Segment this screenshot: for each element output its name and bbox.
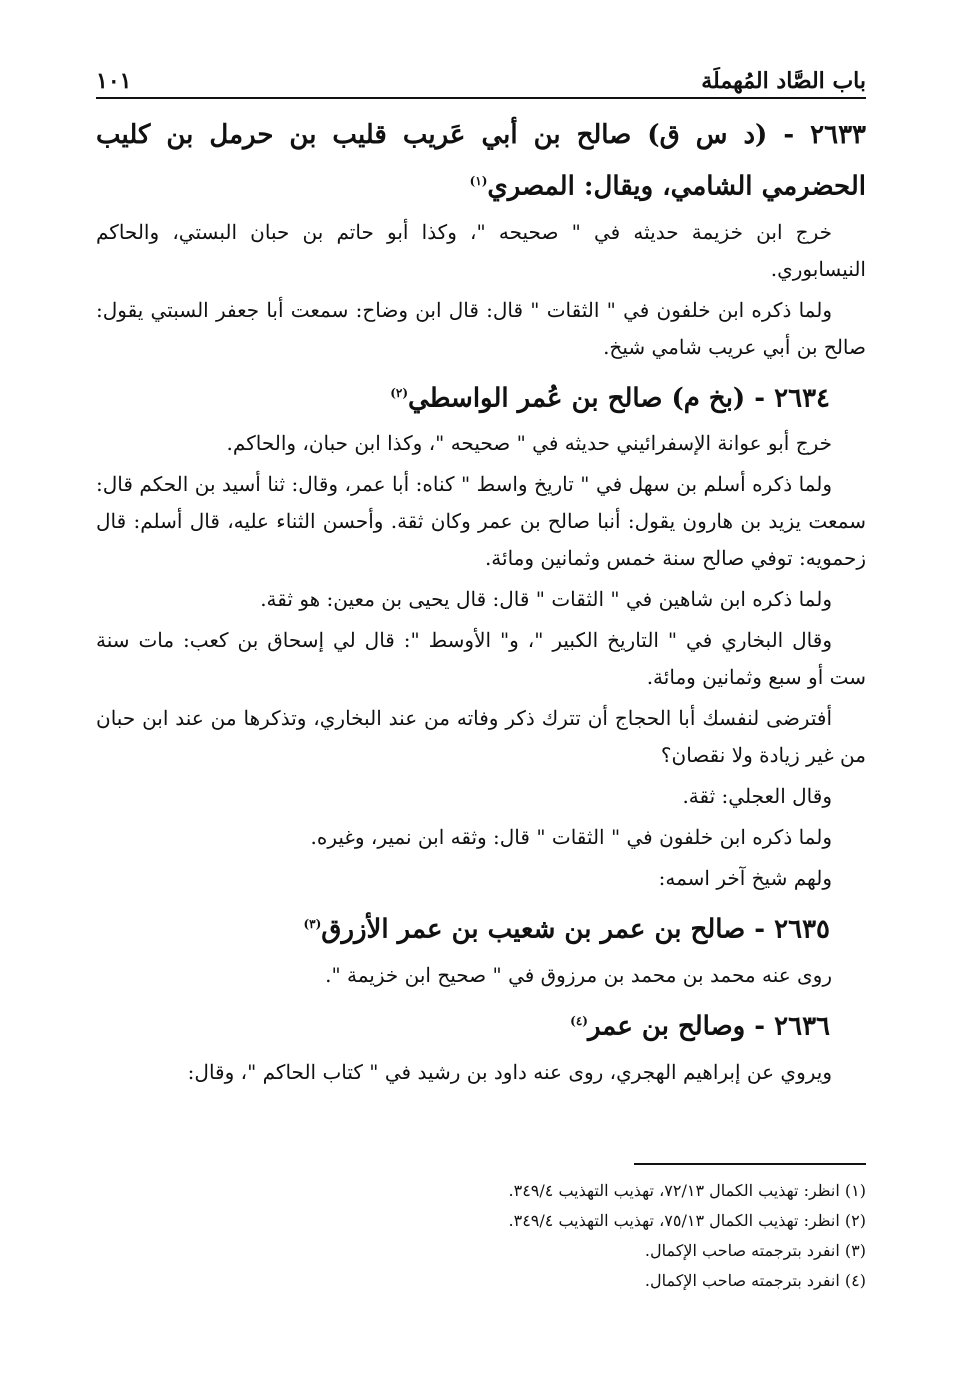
footnote: (١) انظر: تهذيب الكمال ٧٢/١٣، تهذيب التهذيب ٣٤٩/٤. bbox=[508, 1181, 866, 1200]
entry-heading: ٢٦٣٣ - (د س ق) صالح بن أبي عَريب قليب بن حرمل بن كليب الحضرمي الشامي، ويقال: المصري$^{(١)}$ bbox=[96, 120, 866, 202]
paragraph: روى عنه محمد بن محمد بن مرزوق في " صحيح ابن خزيمة ". bbox=[325, 962, 832, 987]
chapter-title: باب الصَّاد المُهملَة bbox=[701, 68, 866, 94]
page-header bbox=[96, 56, 866, 94]
entry-heading: ٢٦٣٤ - (بخ م) صالح بن عُمر الواسطي$^{(٢)}$ bbox=[390, 383, 830, 414]
paragraph: خرج ابن خزيمة حديثه في " صحيحه "، وكذا أبو حاتم بن حبان البستي، والحاكم النيسابوري. bbox=[96, 219, 866, 281]
paragraph: ولما ذكره ابن شاهين في " الثقات " قال: قال يحيى بن معين: هو ثقة. bbox=[260, 587, 832, 612]
paragraph: ولهم شيخ آخر اسمه: bbox=[658, 866, 832, 891]
footnote-ref: (٤) bbox=[570, 1013, 588, 1028]
paragraph: ولما ذكره ابن خلفون في " الثقات " قال: قال ابن وضاح: سمعت أبا جعفر السبتي يقول: صالح بن أبي عريب شامي شيخ. bbox=[96, 297, 866, 359]
paragraph: أفترضى لنفسك أبا الحجاج أن تترك ذكر وفاته من عند البخاري، وتذكرها من عند ابن حبان من غير زيادة ولا نقصان؟ bbox=[96, 706, 866, 768]
paragraph: وقال العجلي: ثقة. bbox=[682, 784, 832, 809]
paragraph: ولما ذكره أسلم بن سهل في " تاريخ واسط " كناه: أبا عمر، وقال: ثنا أسيد بن الحكم قال: سمعت يزيد بن هارون يقول: أنبا صالح بن عمر وكان ثقة. وأحسن الثناء عليه، قال أسلم: قال زحمويه: توفي صالح سنة خمس وثمانين ومائة. bbox=[96, 472, 866, 571]
paragraph: ويروي عن إبراهيم الهجري، روى عنه داود بن رشيد في " كتاب الحاكم "، وقال: bbox=[187, 1059, 832, 1084]
paragraph: وقال البخاري في " التاريخ الكبير "، و" الأوسط ": قال لي إسحاق بن كعب: مات سنة ست أو سبع وثمانين ومائة. bbox=[96, 628, 866, 690]
paragraph: خرج أبو عوانة الإسفرائيني حديثه في " صحيحه "، وكذا ابن حبان، والحاكم. bbox=[226, 431, 832, 456]
footnote: (٣) انفرد بترجمته صاحب الإكمال. bbox=[644, 1241, 866, 1260]
footnotes bbox=[96, 1176, 866, 1296]
footnote: (٢) انظر: تهذيب الكمال ٧٥/١٣، تهذيب التهذيب ٣٤٩/٤. bbox=[508, 1211, 866, 1230]
page-number: ١٠١ bbox=[96, 68, 132, 94]
header-rule bbox=[96, 97, 866, 99]
footnote-ref: (٣) bbox=[303, 917, 322, 932]
footnote-ref: (١) bbox=[469, 174, 488, 188]
main-text bbox=[96, 112, 866, 1095]
footnote-ref: (٢) bbox=[390, 385, 409, 400]
paragraph: ولما ذكره ابن خلفون في " الثقات " قال: وثقه ابن نمير، وغيره. bbox=[310, 825, 832, 850]
footnote: (٤) انفرد بترجمته صاحب الإكمال. bbox=[644, 1271, 866, 1290]
footnote-rule bbox=[634, 1163, 866, 1165]
entry-heading: ٢٦٣٥ - صالح بن عمر بن شعيب بن عمر الأزرق$^{(٣)}$ bbox=[303, 914, 830, 945]
entry-heading: ٢٦٣٦ - وصالح بن عمر$^{(٤)}$ bbox=[570, 1011, 830, 1042]
